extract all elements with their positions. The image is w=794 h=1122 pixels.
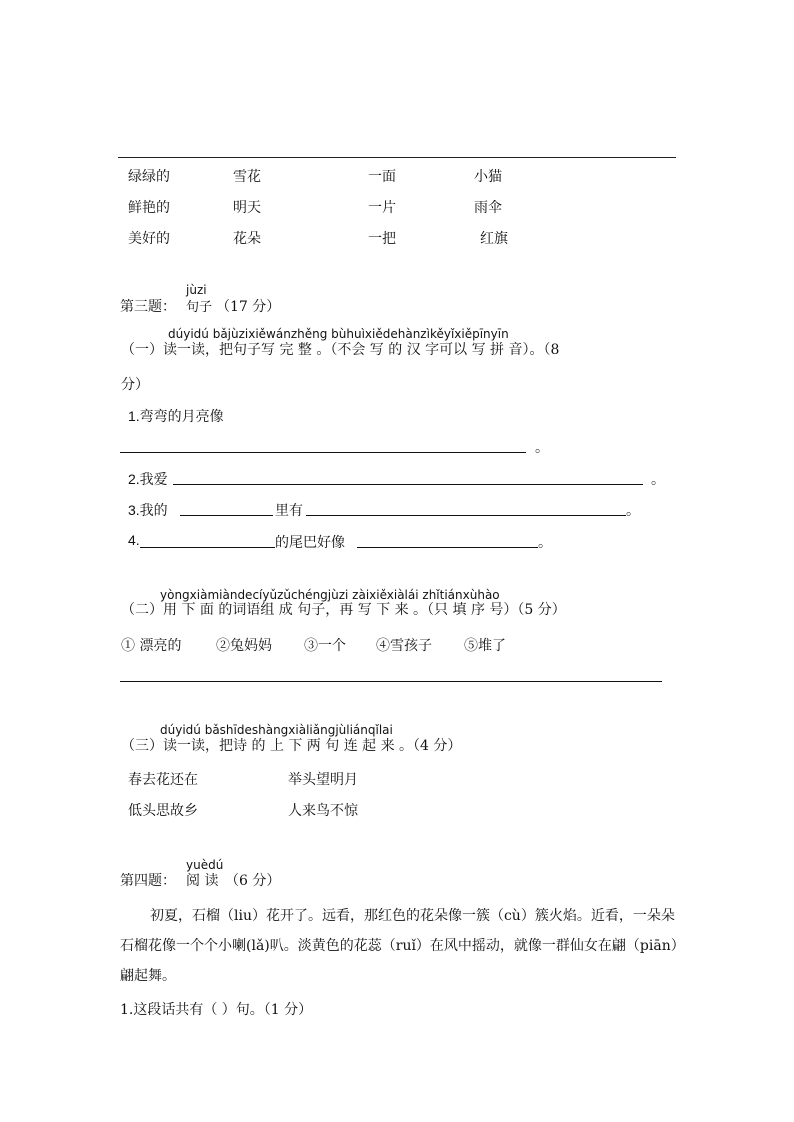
part3-instruction: （三）读一读，把诗 的 上 下 两 句 连 起 来 。（4 分）: [121, 738, 462, 754]
part3-pinyin: dúyidú bǎshīdeshàngxiàliǎngjùliánqǐlai: [160, 723, 393, 737]
answer-line: [120, 681, 662, 682]
poem-line-left: 低头思故乡: [128, 803, 198, 819]
section3-heading-pinyin: jùzi: [186, 283, 207, 297]
part1-pinyin: dúyidú bǎjùzixiěwánzhěng bùhuìxiědehànzìkěyǐxiěpīnyīn: [168, 327, 509, 341]
word: 红旗: [480, 231, 508, 247]
question-label: 2.我爱: [128, 471, 168, 487]
top-divider: [118, 157, 676, 158]
question-label: 4.: [128, 532, 140, 548]
question-end: 。: [651, 472, 665, 488]
answer-line: [173, 484, 643, 485]
section3-heading-score: （17 分）: [216, 299, 281, 315]
word-option: ① 漂亮的: [121, 638, 182, 654]
word-option: ②兔妈妈: [216, 638, 272, 654]
section3-heading-prefix: 第三题：: [120, 299, 176, 315]
question-end: 。: [538, 535, 552, 551]
word: 雨伞: [474, 200, 502, 216]
question-text: 里有: [275, 503, 303, 519]
part1-instruction: （一）读一读，把句子写 完 整 。（不会 写 的 汉 字可以 写 拼 音）。（8: [121, 342, 560, 358]
question-label: 1.弯弯的月亮像: [128, 408, 224, 424]
word: 鲜艳的: [128, 200, 170, 216]
word: 一把: [368, 231, 396, 247]
section4-heading-prefix: 第四题：: [120, 873, 176, 889]
poem-line-right: 人来鸟不惊: [288, 803, 358, 819]
question-end: 。: [535, 440, 549, 456]
question-end: 。: [626, 503, 640, 519]
word: 花朵: [233, 231, 261, 247]
question-text: 的尾巴好像: [275, 535, 345, 551]
section4-heading-pinyin: yuèdú: [186, 858, 224, 872]
part2-instruction: （二）用 下 面 的词语组 成 句子，再 写 下 来 。（只 填 序 号）（5 分）: [121, 602, 566, 618]
reading-question-1: 1.这段话共有（ ）句。（1 分）: [120, 1002, 313, 1018]
word: 雪花: [233, 169, 261, 185]
word-option: ③一个: [304, 638, 346, 654]
poem-line-right: 举头望明月: [288, 772, 358, 788]
part2-pinyin: yòngxiàmiàndecíyǔzǔchéngjùzi zàixiěxiàlái zhǐtiánxùhào: [160, 588, 500, 602]
word: 一片: [368, 200, 396, 216]
section3-heading-hanzi: 句子: [186, 300, 213, 315]
reading-paragraph: 初夏，石榴（liu）花开了。远看，那红色的花朵像一簇（cù）簇火焰。近看，一朵朵石榴花像一个个小喇(lǎ)叭。淡黄色的花蕊（ruǐ）在风中摇动，就像一群仙女在翩（piān）翩起舞。: [120, 908, 678, 984]
answer-line: [180, 515, 273, 516]
word: 一面: [368, 169, 396, 185]
word: 美好的: [128, 231, 170, 247]
word: 明天: [233, 200, 261, 216]
word-option: ⑤堆了: [464, 638, 506, 654]
section4-heading-hanzi: 阅 读: [186, 873, 219, 889]
word-option: ④雪孩子: [376, 638, 432, 654]
part1-instruction-cont: 分）: [121, 377, 149, 393]
question-label: 3.我的: [128, 502, 168, 518]
answer-line: [357, 547, 538, 548]
answer-line: [140, 547, 275, 548]
section4-heading-score: （6 分）: [225, 873, 281, 889]
poem-line-left: 春去花还在: [128, 772, 198, 788]
answer-line: [120, 452, 526, 453]
word: 小猫: [474, 169, 502, 185]
answer-line: [306, 515, 626, 516]
word: 绿绿的: [128, 169, 170, 185]
